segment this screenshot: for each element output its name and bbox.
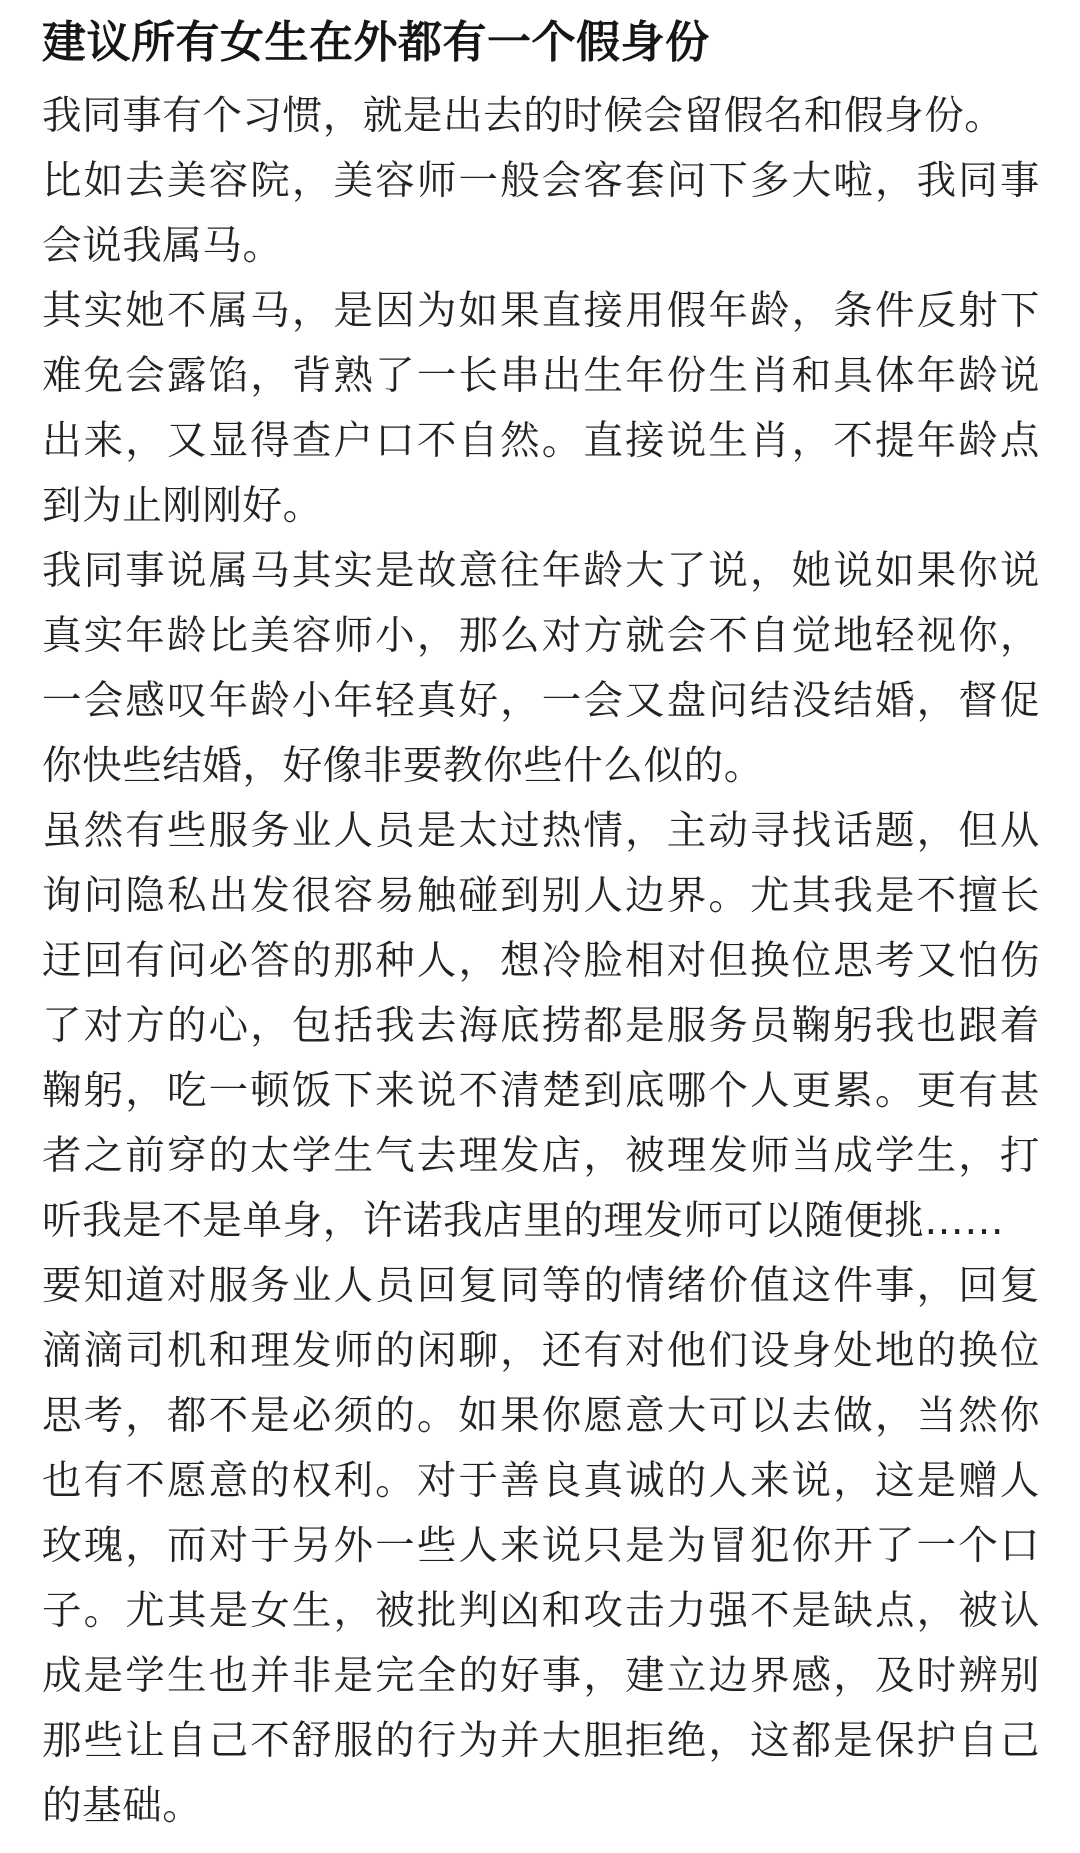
post-title: 建议所有女生在外都有一个假身份 [42,17,710,68]
paragraph-6: 要知道对服务业人员回复同等的情绪价值这件事，回复滴滴司机和理发师的闲聊，还有对他们设身处地的换位思考，都不是必须的。如果你愿意大可以去做，当然你也有不愿意的权利。对于善良真诚的人来说，这是赠人玫瑰，而对于另外一些人来说只是为冒犯你开了一个口子。尤其是女生，被批判凶和攻击力强不是缺点，被认成是学生也并非是完全的好事，建立边界感，及时辨别那些让自己不舒服的行为并大胆拒绝，这都是保护自己的基础。 [42,1263,1040,1829]
paragraph-2: 比如去美容院，美容师一般会客套问下多大啦，我同事会说我属马。 [42,158,1040,269]
paragraph-1: 我同事有个习惯，就是出去的时候会留假名和假身份。 [42,93,1005,139]
paragraph-5: 虽然有些服务业人员是太过热情，主动寻找话题，但从询问隐私出发很容易触碰到别人边界。尤其我是不擅长迂回有问必答的那种人，想冷脸相对但换位思考又怕伤了对方的心，包括我去海底捞都是服务员鞠躬我也跟着鞠躬，吃一顿饭下来说不清楚到底哪个人更累。更有甚者之前穿的太学生气去理发店，被理发师当成学生，打听我是不是单身，许诺我店里的理发师可以随便挑…… [42,808,1040,1244]
post-body [42,84,1040,1839]
paragraph-3: 其实她不属马，是因为如果直接用假年龄，条件反射下难免会露馅，背熟了一长串出生年份生肖和具体年龄说出来，又显得查户口不自然。直接说生肖，不提年龄点到为止刚刚好。 [42,288,1040,529]
paragraph-4: 我同事说属马其实是故意往年龄大了说，她说如果你说真实年龄比美容师小，那么对方就会不自觉地轻视你，一会感叹年龄小年轻真好，一会又盘问结没结婚，督促你快些结婚，好像非要教你些什么似的。 [42,548,1040,789]
